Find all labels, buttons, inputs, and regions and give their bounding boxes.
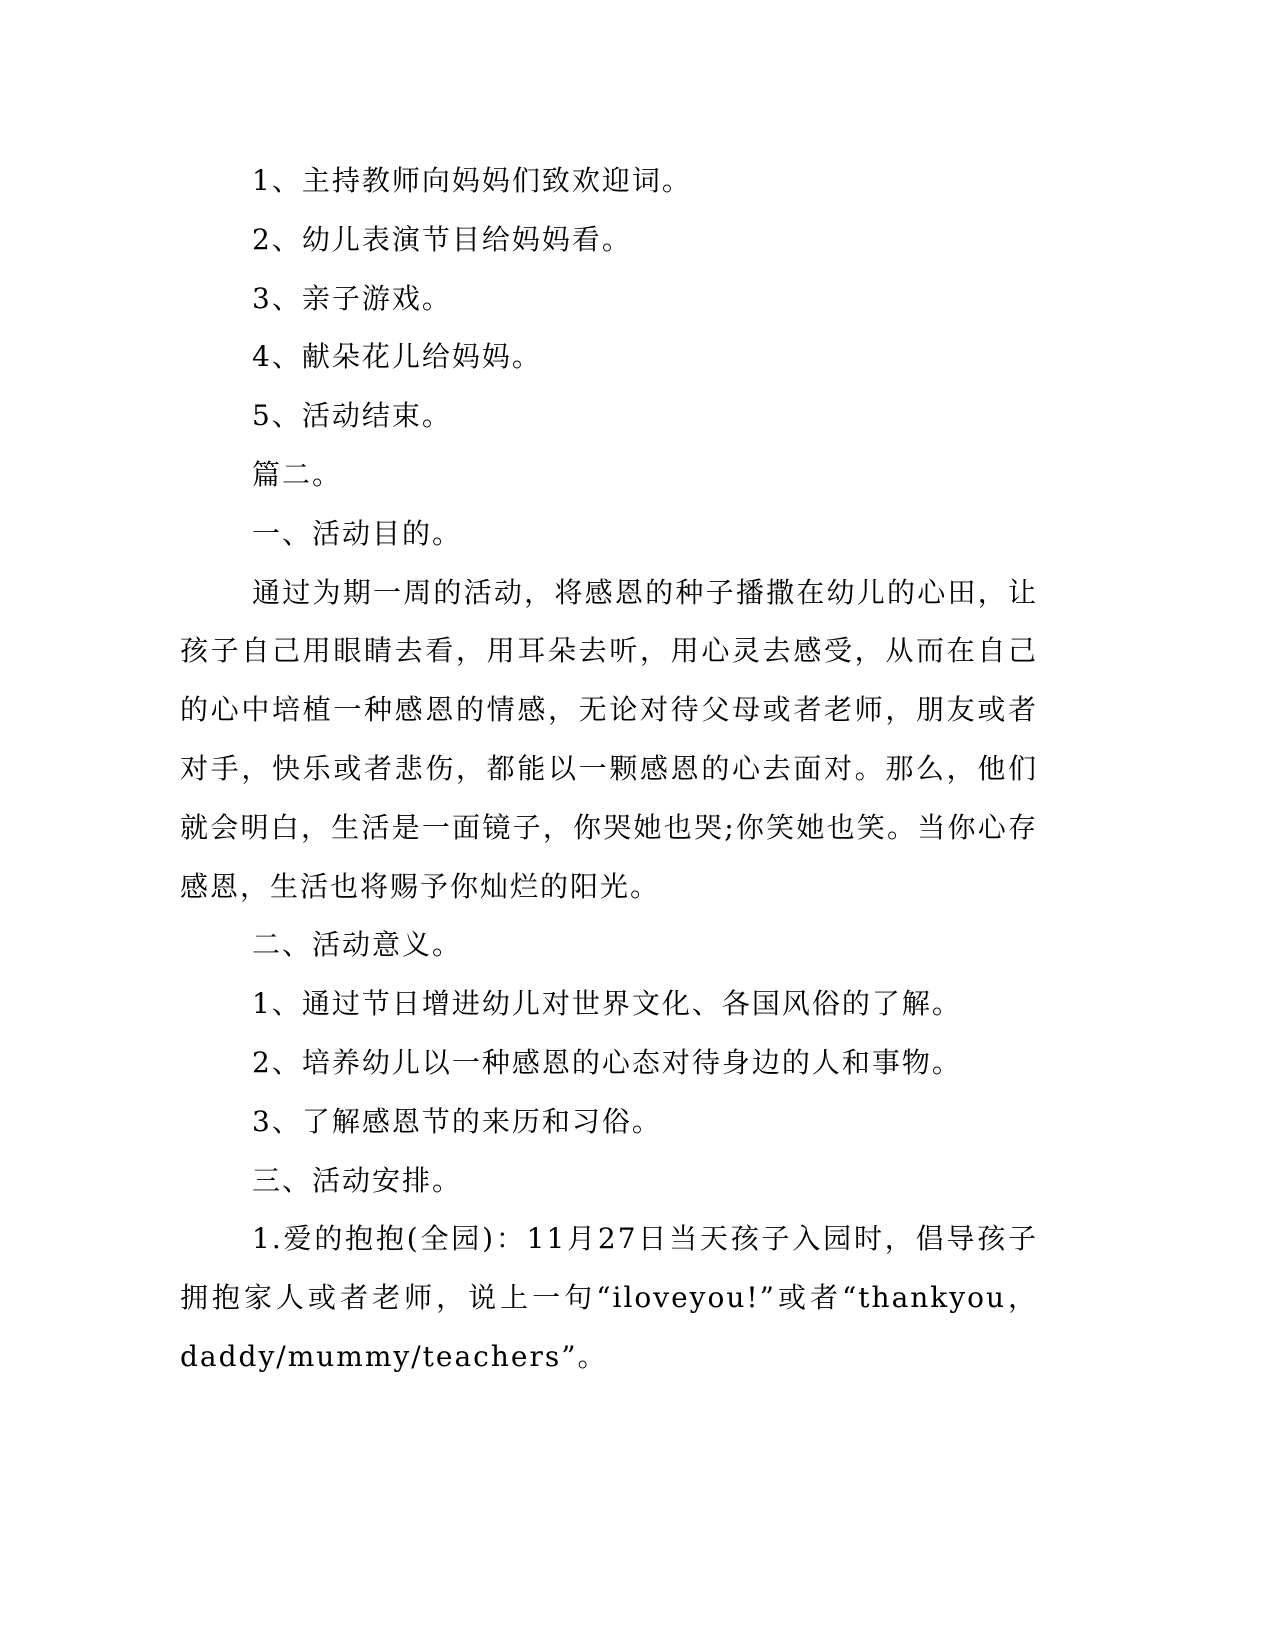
body-paragraph: 1.爱的抱抱(全园)：11月27日当天孩子入园时，倡导孩子拥抱家人或者老师，说上一句“iloveyou!”或者“thankyou，daddy/mummy/teachers”。 (180, 1222, 1038, 1373)
list-item: 2、幼儿表演节目给妈妈看。 (252, 222, 632, 256)
list-item: 4、献朵花儿给妈妈。 (252, 340, 542, 374)
list-item: 1、通过节日增进幼儿对世界文化、各国风俗的了解。 (252, 987, 962, 1021)
section-heading: 一、活动目的。 (252, 516, 463, 550)
list-item: 3、了解感恩节的来历和习俗。 (252, 1104, 662, 1138)
section-heading: 二、活动意义。 (252, 928, 463, 962)
list-item: 5、活动结束。 (252, 399, 452, 433)
section-heading: 三、活动安排。 (252, 1163, 463, 1197)
list-item: 1、主持教师向妈妈们致欢迎词。 (252, 164, 692, 197)
document-body (180, 152, 1038, 1387)
list-item: 3、亲子游戏。 (252, 281, 452, 315)
body-paragraph: 通过为期一周的活动，将感恩的种子播撒在幼儿的心田，让孩子自己用眼睛去看，用耳朵去听，用心灵去感受，从而在自己的心中培植一种感恩的情感，无论对待父母或者老师，朋友或者对手，快乐或者悲伤，都能以一颗感恩的心去面对。那么，他们就会明白，生活是一面镜子，你哭她也哭;你笑她也笑。当你心存感恩，生活也将赐予你灿烂的阳光。 (180, 575, 1038, 903)
section-heading: 篇二。 (252, 457, 343, 491)
list-item: 2、培养幼儿以一种感恩的心态对待身边的人和事物。 (252, 1045, 962, 1079)
